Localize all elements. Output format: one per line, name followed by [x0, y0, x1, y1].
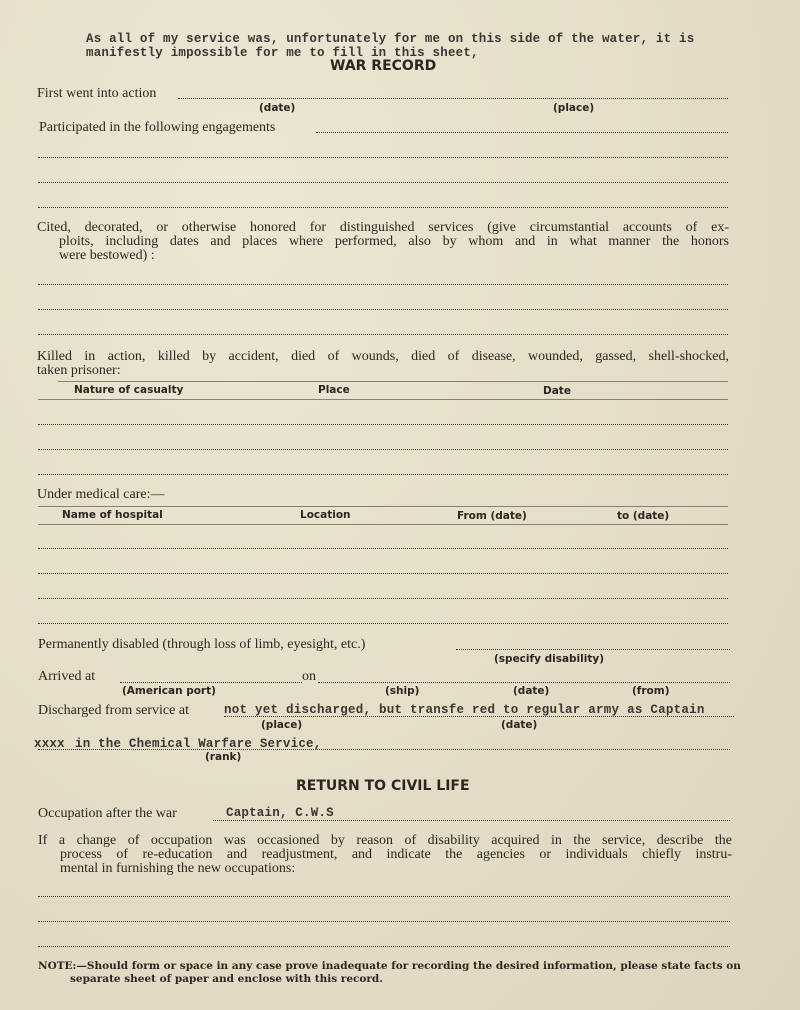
engagements-line-3[interactable]	[38, 182, 728, 183]
cited-line-c[interactable]	[38, 334, 728, 335]
typed-note-line-1: As all of my service was, unfortunately for me on this side of the water, it is	[86, 32, 695, 46]
caption-american-port: (American port)	[122, 685, 216, 697]
arrived-label: Arrived at	[38, 669, 96, 684]
cited-line-2: ploits, including dates and places where performed, also by whom and in what manner the honors	[59, 234, 729, 249]
col-location: Location	[300, 509, 351, 521]
casualty-line-2: taken prisoner:	[37, 363, 121, 378]
col-nature-of-casualty: Nature of casualty	[74, 384, 184, 396]
medical-row-4[interactable]	[38, 623, 728, 624]
caption-discharge-date: (date)	[501, 719, 538, 731]
occupation-typed-value: Captain, C.W.S	[226, 806, 334, 820]
arrived-ship-field[interactable]	[318, 682, 730, 683]
engagements-label: Participated in the following engagements	[39, 120, 276, 135]
first-action-field[interactable]	[178, 98, 728, 99]
rank-typed-value: in the Chemical Warfare Service,	[75, 737, 322, 751]
medical-care-label: Under medical care:—	[37, 487, 165, 502]
occupation-field[interactable]	[213, 820, 730, 821]
change-line-c[interactable]	[38, 946, 730, 947]
caption-place: (place)	[553, 102, 595, 114]
caption-ship: (ship)	[385, 685, 420, 697]
caption-specify-disability: (specify disability)	[494, 653, 605, 665]
occupation-label: Occupation after the war	[38, 806, 177, 821]
caption-discharge-place: (place)	[261, 719, 303, 731]
struck-out-text: xxxx	[34, 737, 65, 751]
cited-line-b[interactable]	[38, 309, 728, 310]
casualty-line-1: Killed in action, killed by accident, died of wounds, died of disease, wounded, gassed, shell-shocked,	[37, 349, 729, 364]
medical-row-3[interactable]	[38, 598, 728, 599]
note-line-2: separate sheet of paper and enclose with this record.	[70, 973, 383, 985]
disabled-field[interactable]	[456, 649, 730, 650]
caption-rank: (rank)	[205, 751, 242, 763]
change-line-1: If a change of occupation was occasioned by reason of disability acquired in the service, describe the	[38, 833, 732, 848]
page-title: WAR RECORD	[330, 58, 437, 74]
cited-paragraph	[37, 221, 729, 263]
change-line-b[interactable]	[38, 921, 730, 922]
casualty-row-3[interactable]	[38, 474, 728, 475]
col-from-date: From (date)	[457, 510, 527, 522]
col-hospital: Name of hospital	[62, 509, 163, 521]
note-line-1: NOTE:—Should form or space in any case prove inadequate for recording the desired information, please state facts on	[38, 960, 741, 972]
discharged-field[interactable]	[224, 716, 734, 717]
arrived-on-label: on	[302, 669, 316, 684]
rank-field[interactable]	[38, 749, 730, 750]
change-line-2: process of re-education and readjustment, and indicate the agencies or individuals chiefly instru-	[60, 847, 732, 862]
discharged-typed-value: not yet discharged, but transfe red to regular army as Captain	[224, 703, 705, 717]
casualty-row-2[interactable]	[38, 449, 728, 450]
casualty-header-rule	[58, 381, 728, 382]
first-action-label: First went into action	[37, 86, 157, 101]
col-date: Date	[543, 385, 571, 397]
cited-line-3: were bestowed) :	[59, 248, 155, 263]
col-place: Place	[318, 384, 350, 396]
caption-from: (from)	[632, 685, 670, 697]
engagements-line-2[interactable]	[38, 157, 728, 158]
medical-row-1[interactable]	[38, 548, 728, 549]
casualty-row-1[interactable]	[38, 424, 728, 425]
change-line-3: mental in furnishing the new occupations:	[60, 861, 296, 876]
col-to-date: to (date)	[617, 510, 670, 522]
discharged-label: Discharged from service at	[38, 703, 189, 718]
civil-life-heading: RETURN TO CIVIL LIFE	[296, 778, 470, 794]
engagements-line-4[interactable]	[38, 207, 728, 208]
caption-date: (date)	[259, 102, 296, 114]
arrived-port-field[interactable]	[120, 682, 302, 683]
medical-row-2[interactable]	[38, 573, 728, 574]
casualty-table-rule	[38, 399, 728, 400]
cited-line-1: Cited, decorated, or otherwise honored for distinguished services (give circumstantial accounts of ex-	[37, 220, 729, 235]
change-paragraph	[38, 834, 732, 876]
disabled-label: Permanently disabled (through loss of limb, eyesight, etc.)	[38, 637, 366, 652]
medical-header-rule	[38, 506, 728, 507]
medical-table-rule	[38, 524, 728, 525]
caption-arrived-date: (date)	[513, 685, 550, 697]
cited-line-a[interactable]	[38, 284, 728, 285]
typed-note-line-2: manifestly impossible for me to fill in this sheet,	[86, 46, 479, 60]
engagements-field[interactable]	[316, 132, 728, 133]
change-line-a[interactable]	[38, 896, 730, 897]
casualty-paragraph	[37, 350, 729, 378]
